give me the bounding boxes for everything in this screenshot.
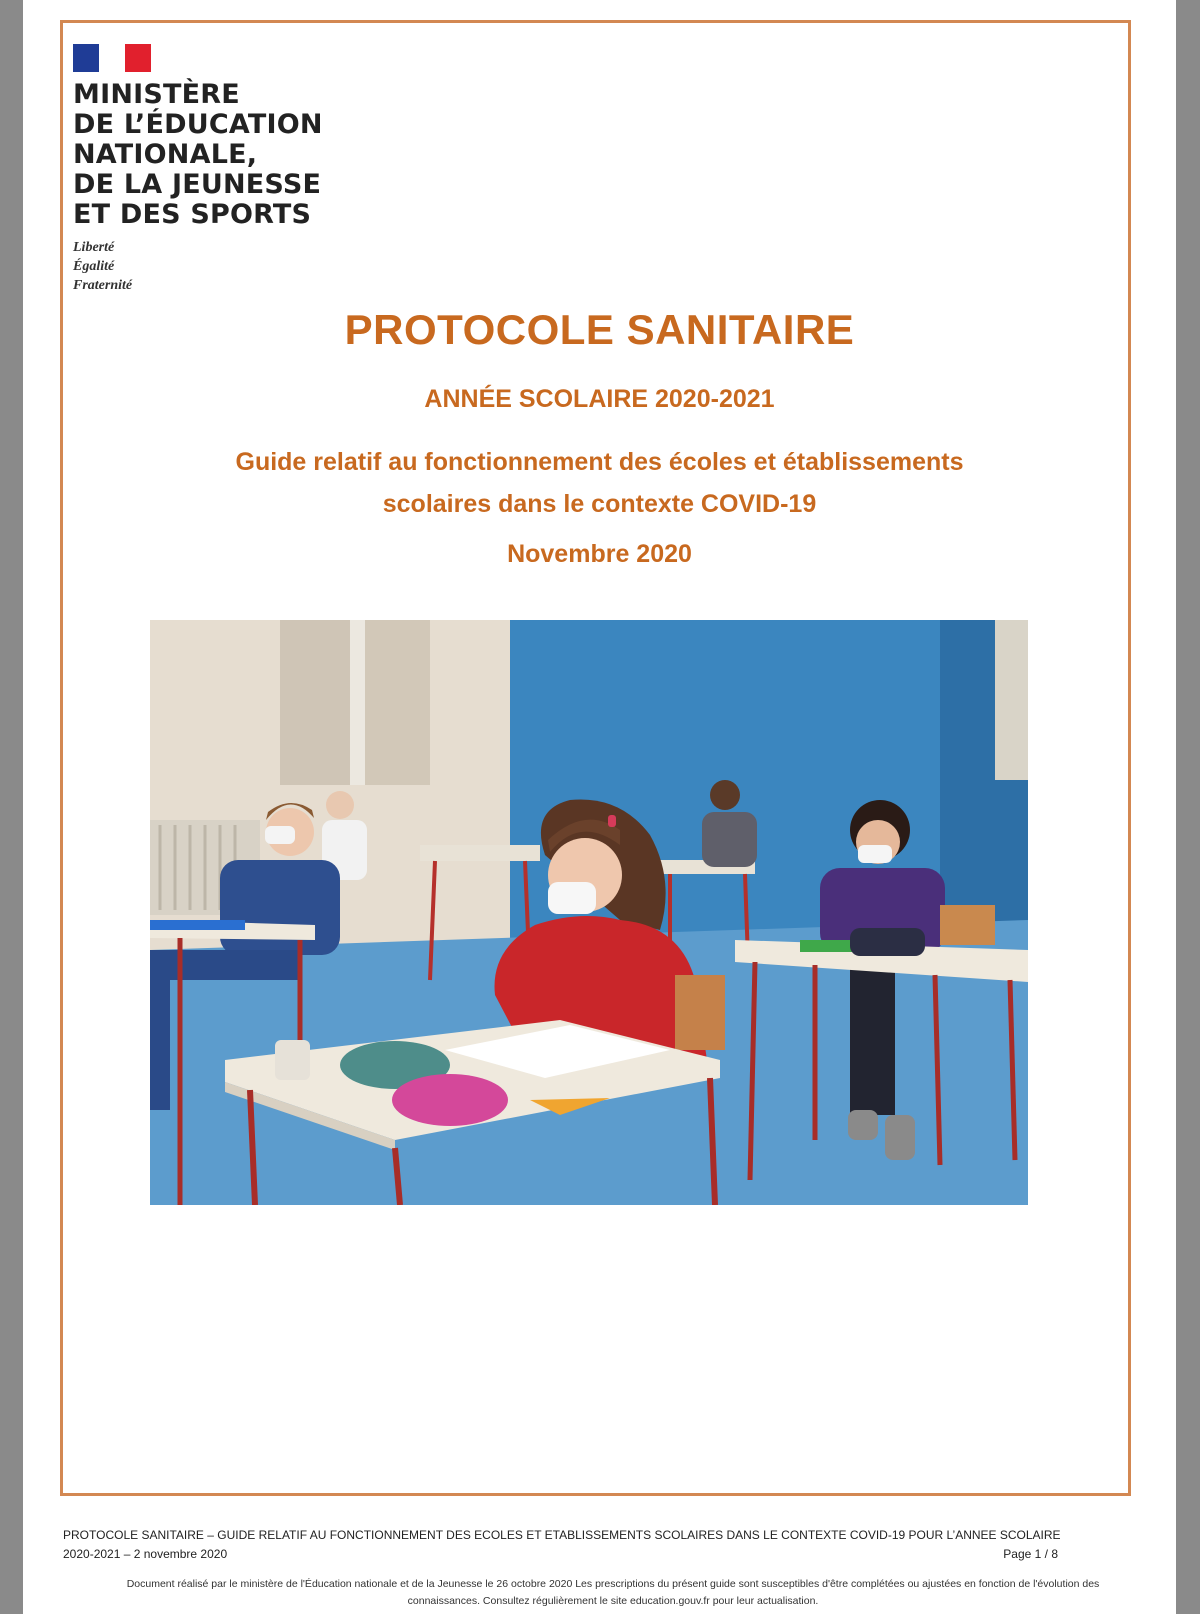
republic-motto: Liberté Égalité Fraternité — [73, 240, 133, 293]
page-number: Page 1 / 8 — [1003, 1547, 1058, 1561]
document-page — [23, 0, 1176, 1614]
school-year: ANNÉE SCOLAIRE 2020-2021 — [424, 385, 775, 413]
french-flag-icon — [73, 44, 151, 72]
document-title: PROTOCOLE SANITAIRE — [344, 306, 855, 353]
classroom-photo — [150, 620, 1028, 1205]
document-date: Novembre 2020 — [507, 540, 692, 568]
footer-note: Document réalisé par le ministère de l'Éducation nationale et de la Jeunesse le 26 octobre 2020 Les prescriptions du présent guide sont susceptibles d'être complétées ou ajustées en fonction de l'évolution des connaissances. Consultez régulièrement le site education.gouv.fr pour leur actualisation. — [126, 1578, 1100, 1607]
document-subtitle: Guide relatif au fonctionnement des écoles et établissements scolaires dans le contexte COVID-19 — [235, 448, 964, 518]
ministry-logo — [73, 44, 323, 295]
page-footer — [63, 1526, 1133, 1564]
footer-title: PROTOCOLE SANITAIRE – GUIDE RELATIF AU FONCTIONNEMENT DES ECOLES ET ETABLISSEMENTS SCOLAIRES DANS LE CONTEXTE COVID-19 POUR L’ANNEE SCOLAIRE — [63, 1528, 1061, 1542]
footer-date: 2020-2021 – 2 novembre 2020 — [63, 1547, 228, 1561]
ministry-name: MINISTÈRE DE L’ÉDUCATION NATIONALE, DE LA JEUNESSE ET DES SPORTS — [73, 79, 323, 230]
